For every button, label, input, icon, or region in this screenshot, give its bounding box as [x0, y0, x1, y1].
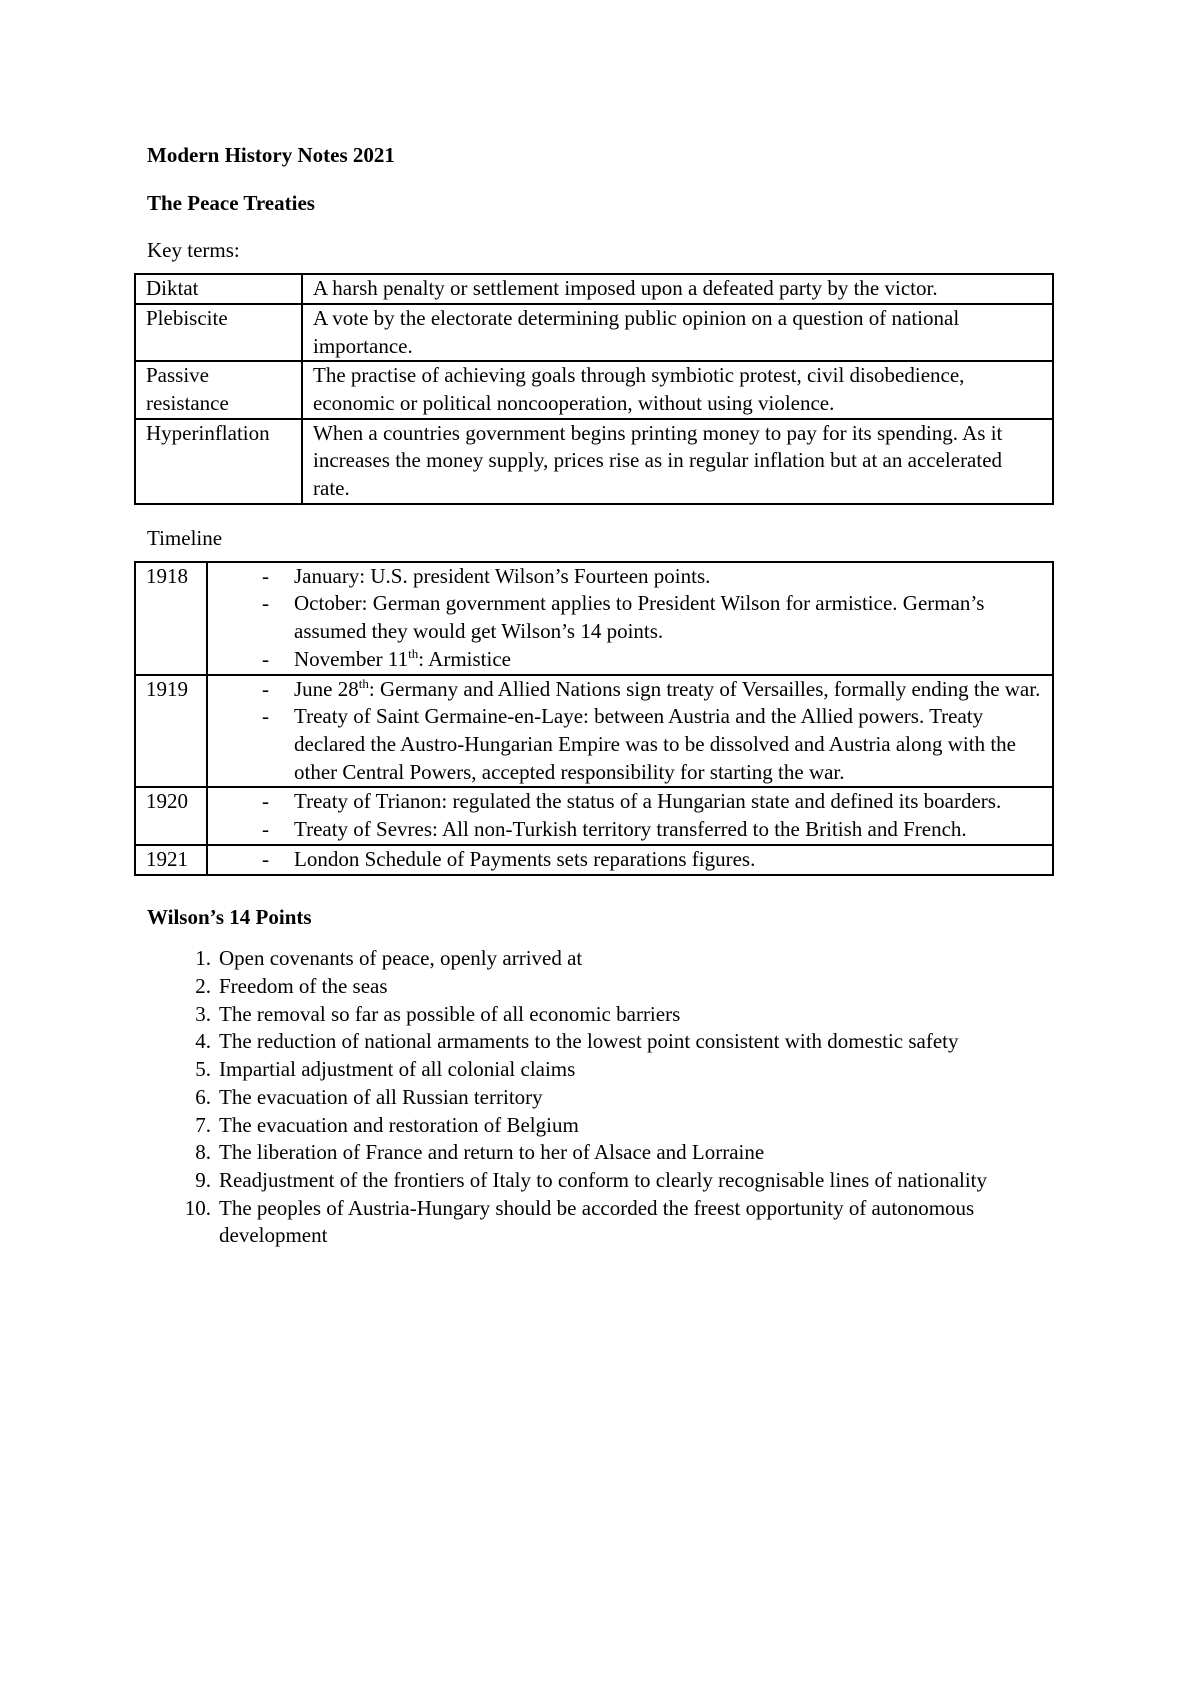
event-ordinal-suffix: th — [358, 675, 369, 691]
key-term: Diktat — [135, 274, 302, 304]
event-text: Treaty of Saint Germaine-en-Laye: between Austria and the Allied powers. Treaty declared the Austro-Hungarian Empire was to be dissolved and Austria along with the other Central Powers, accepted responsibility for starting the war. — [294, 704, 1016, 784]
points-list — [147, 945, 1050, 1250]
point-number: 8. — [195, 1140, 211, 1165]
key-term: Plebiscite — [135, 304, 302, 361]
point-number: 2. — [195, 973, 211, 998]
event-text: November 11 — [294, 646, 409, 671]
points-title: Wilson’s 14 Points — [147, 904, 312, 929]
document-page — [147, 142, 1050, 1250]
key-term-definition: A vote by the electorate determining public opinion on a question of national importance. — [302, 304, 1053, 361]
key-term: Passive resistance — [135, 361, 302, 418]
timeline-year: 1918 — [135, 562, 207, 675]
event-text: January: U.S. president Wilson’s Fourteen points. — [294, 563, 711, 588]
point-number: 7. — [195, 1112, 211, 1137]
key-term-definition: When a countries government begins printing money to pay for its spending. As it increases the money supply, prices rise as in regular inflation but at an accelerated rate. — [302, 419, 1053, 504]
timeline-event-list — [218, 676, 1042, 787]
timeline-event — [218, 590, 1042, 645]
point-item — [147, 945, 1050, 973]
key-term: Hyperinflation — [135, 419, 302, 504]
timeline-row — [135, 787, 1053, 844]
key-term-row — [135, 274, 1053, 304]
timeline-events — [207, 675, 1053, 788]
point-item — [147, 1001, 1050, 1029]
key-term-row — [135, 304, 1053, 361]
key-terms-table — [134, 273, 1054, 505]
key-term-row — [135, 419, 1053, 504]
point-number: 5. — [195, 1057, 211, 1082]
event-text: June 28 — [294, 676, 359, 701]
point-item — [147, 1028, 1050, 1056]
timeline-event — [218, 676, 1042, 704]
event-text: October: German government applies to President Wilson for armistice. German’s assumed they would get Wilson’s 14 points. — [294, 591, 985, 644]
key-terms-label: Key terms: — [147, 238, 240, 263]
point-item — [147, 1195, 1050, 1250]
point-text: The reduction of national armaments to the lowest point consistent with domestic safety — [219, 1029, 959, 1054]
point-item — [147, 1167, 1050, 1195]
point-item — [147, 1112, 1050, 1140]
point-number: 1. — [195, 946, 211, 971]
point-item — [147, 1056, 1050, 1084]
timeline-event-list — [218, 563, 1042, 674]
point-text: The peoples of Austria-Hungary should be accorded the freest opportunity of autonomous development — [219, 1195, 975, 1248]
event-text: Treaty of Sevres: All non-Turkish territory transferred to the British and French. — [294, 817, 967, 842]
event-text-cont: : Germany and Allied Nations sign treaty of Versailles, formally ending the war. — [368, 676, 1041, 701]
key-term-definition: A harsh penalty or settlement imposed upon a defeated party by the victor. — [302, 274, 1053, 304]
event-text: Treaty of Trianon: regulated the status of a Hungarian state and defined its boarders. — [294, 789, 1002, 814]
point-item — [147, 1084, 1050, 1112]
timeline-row — [135, 845, 1053, 875]
point-text: The removal so far as possible of all economic barriers — [219, 1001, 681, 1026]
point-text: Impartial adjustment of all colonial claims — [219, 1057, 576, 1082]
point-number: 3. — [195, 1001, 211, 1026]
timeline-event — [218, 846, 1042, 874]
timeline-table — [134, 561, 1054, 876]
timeline-year: 1921 — [135, 845, 207, 875]
point-text: The evacuation and restoration of Belgium — [219, 1112, 579, 1137]
key-term-row — [135, 361, 1053, 418]
timeline-row — [135, 562, 1053, 675]
point-text: Readjustment of the frontiers of Italy to conform to clearly recognisable lines of nationality — [219, 1168, 988, 1192]
point-text: Open covenants of peace, openly arrived at — [219, 946, 583, 971]
point-number: 4. — [195, 1029, 211, 1054]
timeline-events — [207, 845, 1053, 875]
event-text: London Schedule of Payments sets reparations figures. — [294, 846, 756, 871]
timeline-event-list — [218, 846, 1042, 874]
timeline-row — [135, 675, 1053, 788]
key-term-definition: The practise of achieving goals through symbiotic protest, civil disobedience, economic or political noncooperation, without using violence. — [302, 361, 1053, 418]
timeline-event — [218, 703, 1042, 786]
timeline-events — [207, 562, 1053, 675]
section-title: The Peace Treaties — [147, 190, 315, 215]
timeline-event — [218, 788, 1042, 816]
point-number: 10. — [184, 1195, 211, 1220]
point-text: The evacuation of all Russian territory — [219, 1084, 543, 1109]
event-text-cont: : Armistice — [418, 646, 511, 671]
point-item — [147, 1139, 1050, 1167]
timeline-year: 1920 — [135, 787, 207, 844]
timeline-event — [218, 646, 1042, 674]
point-item — [147, 973, 1050, 1001]
event-ordinal-suffix: th — [408, 645, 419, 661]
timeline-event-list — [218, 788, 1042, 843]
timeline-label: Timeline — [147, 525, 223, 550]
timeline-event — [218, 563, 1042, 591]
point-text: Freedom of the seas — [219, 973, 388, 998]
point-number: 9. — [195, 1168, 211, 1192]
point-text: The liberation of France and return to her of Alsace and Lorraine — [219, 1140, 765, 1165]
timeline-events — [207, 787, 1053, 844]
document-title: Modern History Notes 2021 — [147, 143, 395, 167]
timeline-year: 1919 — [135, 675, 207, 788]
point-number: 6. — [195, 1084, 211, 1109]
timeline-event — [218, 816, 1042, 844]
